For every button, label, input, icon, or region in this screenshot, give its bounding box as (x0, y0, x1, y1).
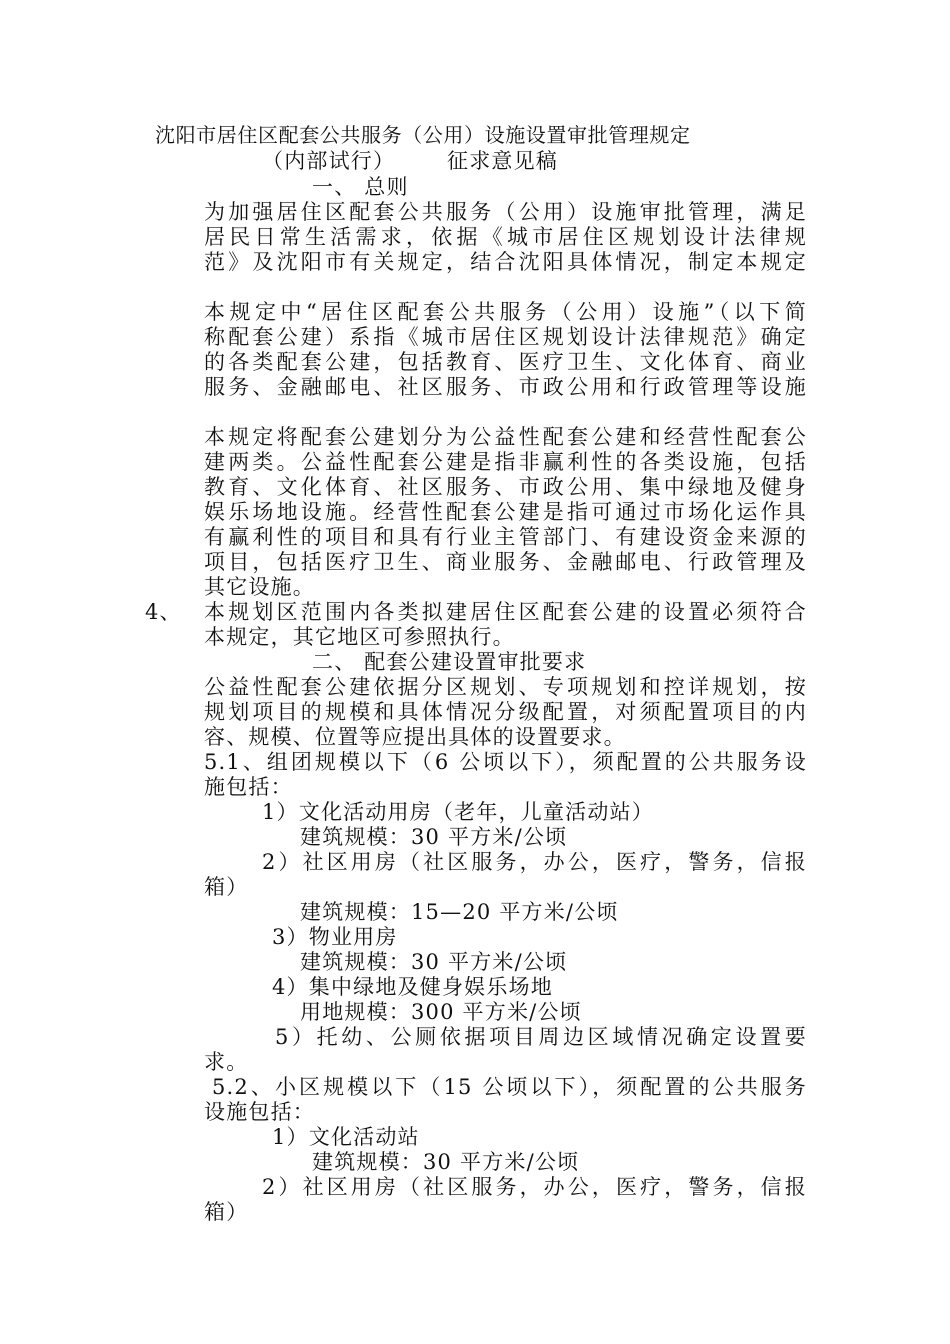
clause-5-2-item: 建筑规模：30 平方米/公顷 (312, 1150, 580, 1174)
paragraph-2-line: 的各类配套公建，包括教育、医疗卫生、文化体育、商业 (204, 350, 807, 374)
paragraph-2-line: 本规定中“居住区配套公共服务（公用）设施”（以下简 (204, 300, 807, 324)
clause-5-1-item: 3）物业用房 (272, 925, 398, 949)
clause-5-1-line: 5.1、组团规模以下（6 公顷以下），须配置的公共服务设 (204, 750, 807, 774)
paragraph-5-line: 公益性配套公建依据分区规划、专项规划和控详规划，按 (204, 675, 807, 699)
clause-5-1-item: 建筑规模：30 平方米/公顷 (300, 825, 568, 849)
paragraph-3-line: 教育、文化体育、社区服务、市政公用、集中绿地及健身 (204, 475, 807, 499)
paragraph-5-line: 规划项目的规模和具体情况分级配置，对须配置项目的内 (204, 700, 807, 724)
paragraph-1-line: 为加强居住区配套公共服务（公用）设施审批管理，满足 (204, 200, 807, 224)
paragraph-3-line: 本规定将配套公建划分为公益性配套公建和经营性配套公 (204, 425, 807, 449)
paragraph-3-line: 其它设施。 (204, 575, 315, 599)
paragraph-3-line: 有赢利性的项目和具有行业主管部门、有建设资金来源的 (204, 525, 807, 549)
paragraph-3-line: 娱乐场地设施。经营性配套公建是指可通过市场化运作具 (204, 500, 807, 524)
clause-5-2-item: 2）社区用房（社区服务，办公，医疗，警务，信报 (262, 1175, 807, 1199)
paragraph-3-line: 建两类。公益性配套公建是指非赢利性的各类设施，包括 (204, 450, 807, 474)
clause-5-1-item: 1）文化活动用房（老年，儿童活动站） (262, 800, 654, 824)
document-subtitle-trial: （内部试行） (262, 149, 396, 173)
clause-5-2-line: 设施包括： (204, 1100, 315, 1124)
paragraph-2-line: 服务、金融邮电、社区服务、市政公用和行政管理等设施 (204, 375, 807, 399)
paragraph-2-line: 称配套公建）系指《城市居住区规划设计法律规范》确定 (204, 325, 807, 349)
paragraph-3-line: 项目，包括医疗卫生、商业服务、金融邮电、行政管理及 (204, 550, 807, 574)
clause-5-1-item: 5）托幼、公厕依据项目周边区域情况确定设置要 (275, 1025, 807, 1049)
section-heading-requirements: 二、 配套公建设置审批要求 (312, 650, 587, 674)
clause-5-1-item: 建筑规模：30 平方米/公顷 (300, 950, 568, 974)
clause-5-1-item: 4）集中绿地及健身娱乐场地 (272, 975, 553, 999)
paragraph-1-line: 范》及沈阳市有关规定，结合沈阳具体情况，制定本规定 (204, 250, 807, 274)
clause-5-1-item: 用地规模：300 平方米/公顷 (300, 1000, 582, 1024)
clause-5-2-item: 箱） (204, 1200, 249, 1224)
document-subtitle-draft: 征求意见稿 (447, 149, 558, 173)
clause-5-2-item: 1）文化活动站 (272, 1125, 420, 1149)
clause-5-1-item: 建筑规模：15—20 平方米/公顷 (300, 900, 619, 924)
clause-5-1-item: 箱） (204, 875, 249, 899)
paragraph-5-line: 容、规模、位置等应提出具体的设置要求。 (204, 725, 626, 749)
document-title: 沈阳市居住区配套公共服务（公用）设施设置审批管理规定 (155, 123, 691, 147)
clause-5-1-item: 求。 (204, 1050, 249, 1074)
paragraph-1-line: 居民日常生活需求，依据《城市居住区规划设计法律规 (204, 225, 807, 249)
paragraph-4-line: 本规划区范围内各类拟建居住区配套公建的设置必须符合 (204, 600, 807, 624)
clause-5-2-line: 5.2、小区规模以下（15 公顷以下），须配置的公共服务 (212, 1075, 807, 1099)
section-heading-general: 一、 总则 (312, 175, 409, 199)
clause-5-1-item: 2）社区用房（社区服务，办公，医疗，警务，信报 (262, 850, 807, 874)
clause-5-1-line: 施包括： (204, 775, 293, 799)
paragraph-4-line: 本规定，其它地区可参照执行。 (204, 625, 515, 649)
paragraph-4-number: 4、 (145, 600, 182, 624)
